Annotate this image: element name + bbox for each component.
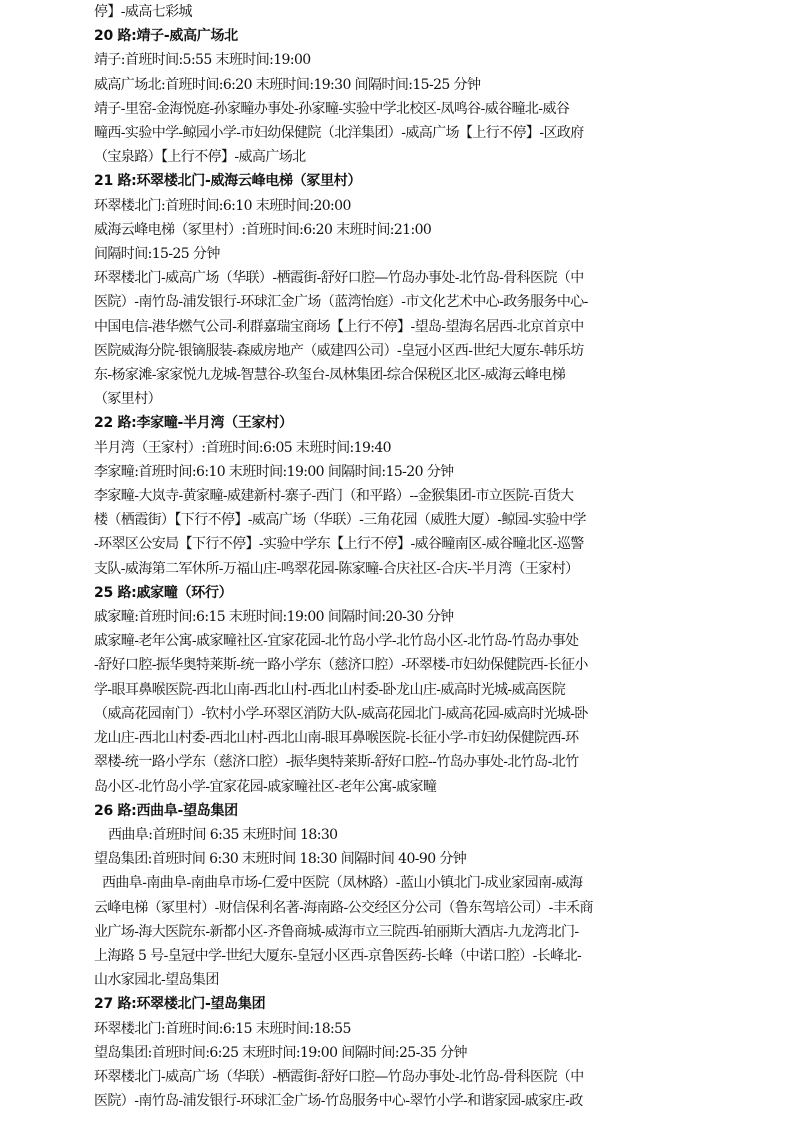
text-line: 云峰电梯（冢里村）-财信保利名著-海南路-公交经区分公司（鲁东驾培公司）-丰禾商 bbox=[94, 899, 593, 916]
text-line: 岛小区-北竹岛小学-宜家花园-戚家疃社区-老年公寓-戚家疃 bbox=[94, 778, 437, 795]
document-page bbox=[94, 0, 706, 1113]
text-line: 西曲阜:首班时间 6:35 末班时间 18:30 bbox=[108, 826, 338, 843]
route-heading: 22 路:李家疃-半月湾（王家村） bbox=[94, 415, 293, 432]
text-line: 停】-威高七彩城 bbox=[94, 4, 192, 20]
route-heading: 27 路:环翠楼北门-望岛集团 bbox=[94, 996, 266, 1013]
text-line: 间隔时间:15-25 分钟 bbox=[94, 246, 220, 263]
text-line: 威海云峰电梯（冢里村）:首班时间:6:20 末班时间:21:00 bbox=[94, 221, 432, 238]
text-line: 学-眼耳鼻喉医院-西北山南-西北山村-西北山村委-卧龙山庄-威高时光城-威高医院 bbox=[94, 681, 566, 698]
text-line: -舒好口腔-振华奥特莱斯-统一路小学东（慈济口腔）-环翠楼-市妇幼保健院西-长征小 bbox=[94, 657, 588, 674]
text-line: 半月湾（王家村）:首班时间:6:05 末班时间:19:40 bbox=[94, 439, 391, 456]
text-line: 上海路 5 号-皇冠中学-世纪大厦东-皇冠小区西-京鲁医药-长峰（中诺口腔）-长峰北- bbox=[94, 947, 582, 964]
text-line: （宝泉路）【上行不停】-威高广场北 bbox=[94, 149, 306, 166]
text-line: 李家疃:首班时间:6:10 末班时间:19:00 间隔时间:15-20 分钟 bbox=[94, 463, 454, 480]
route-heading: 26 路:西曲阜-望岛集团 bbox=[94, 802, 238, 819]
text-line: 环翠楼北门-威高广场（华联）-栖霞街-舒好口腔—竹岛办事处-北竹岛-骨科医院（中 bbox=[94, 270, 584, 287]
text-line: 西曲阜-南曲阜-南曲阜市场-仁爱中医院（凤林路）-蓝山小镇北门-成业家园南-威海 bbox=[102, 875, 583, 892]
text-line: 李家疃-大岚寺-黄家疃-威建新村-寨子-西门（和平路）--金猴集团-市立医院-百货大 bbox=[94, 488, 574, 505]
text-line: -环翠区公安局【下行不停】-实验中学东【上行不停】-威谷疃南区-威谷疃北区-巡警 bbox=[94, 536, 584, 553]
text-line: 望岛集团:首班时间 6:30 末班时间 18:30 间隔时间 40-90 分钟 bbox=[94, 851, 467, 868]
text-line: 环翠楼北门:首班时间:6:10 末班时间:20:00 bbox=[94, 197, 351, 214]
route-heading: 21 路:环翠楼北门-威海云峰电梯（冢里村） bbox=[94, 173, 362, 190]
route-heading: 20 路:靖子-威高广场北 bbox=[94, 28, 238, 45]
text-line: 中国电信-港华燃气公司-利群嘉瑞宝商场【上行不停】-望岛-望海名居西-北京首京中 bbox=[94, 318, 584, 335]
text-line: 环翠楼北门-威高广场（华联）-栖霞街-舒好口腔—竹岛办事处-北竹岛-骨科医院（中 bbox=[94, 1068, 584, 1085]
text-line: 龙山庄-西北山村委-西北山村-西北山南-眼耳鼻喉医院-长征小学-市妇幼保健院西-环 bbox=[94, 730, 579, 747]
text-line: 楼（栖霞街）【下行不停】-威高广场（华联）-三角花园（威胜大厦）-鲸园-实验中学 bbox=[94, 512, 586, 529]
text-line: 靖子:首班时间:5:55 末班时间:19:00 bbox=[94, 52, 311, 69]
text-line: 东-杨家滩-家家悦九龙城-智慧谷-玖玺台-凤林集团-综合保税区北区-威海云峰电梯 bbox=[94, 367, 566, 384]
text-line: 戚家疃:首班时间:6:15 末班时间:19:00 间隔时间:20-30 分钟 bbox=[94, 609, 454, 626]
route-heading: 25 路:戚家疃（环行） bbox=[94, 584, 233, 601]
text-line: 望岛集团:首班时间:6:25 末班时间:19:00 间隔时间:25-35 分钟 bbox=[94, 1044, 467, 1061]
text-line: 靖子-里窑-金海悦庭-孙家疃办事处-孙家疃-实验中学北校区-凤鸣谷-威谷疃北-威谷 bbox=[94, 100, 570, 117]
text-line: 环翠楼北门:首班时间:6:15 末班时间:18:55 bbox=[94, 1020, 351, 1037]
text-line: （冢里村） bbox=[94, 391, 161, 408]
text-line: 山水家园北-望岛集团 bbox=[94, 972, 219, 989]
text-line: 支队-威海第二军休所-万福山庄-鸣翠花园-陈家疃-合庆社区-合庆-半月湾（王家村） bbox=[94, 560, 579, 577]
text-line: 医院）-南竹岛-浦发银行-环球汇金广场（蓝湾怡庭）-市文化艺术中心-政务服务中心- bbox=[94, 294, 588, 311]
text-line: 医院）-南竹岛-浦发银行-环球汇金广场-竹岛服务中心-翠竹小学-和谐家园-戚家庄-政 bbox=[94, 1093, 583, 1110]
text-line: 威高广场北:首班时间:6:20 末班时间:19:30 间隔时间:15-25 分钟 bbox=[94, 76, 481, 93]
text-line: 疃西-实验中学-鲸园小学-市妇幼保健院（北洋集团）-威高广场【上行不停】-区政府 bbox=[94, 125, 584, 142]
text-line: 翠楼-统一路小学东（慈济口腔）-振华奥特莱斯-舒好口腔--竹岛办事处-北竹岛-北竹 bbox=[94, 754, 579, 771]
text-line: 医院威海分院-银镝服装-森威房地产（威建四公司）-皇冠小区西-世纪大厦东-韩乐坊 bbox=[94, 342, 584, 359]
text-line: 戚家疃-老年公寓-戚家疃社区-宜家花园-北竹岛小学-北竹岛小区-北竹岛-竹岛办事处 bbox=[94, 633, 579, 650]
text-line: 业广场-海大医院东-新都小区-齐鲁商城-威海市立三院西-铂丽斯大酒店-九龙湾北门- bbox=[94, 923, 579, 940]
text-line: （威高花园南门）-钦村小学-环翠区消防大队-威高花园北门-威高花园-威高时光城-卧 bbox=[94, 705, 588, 722]
